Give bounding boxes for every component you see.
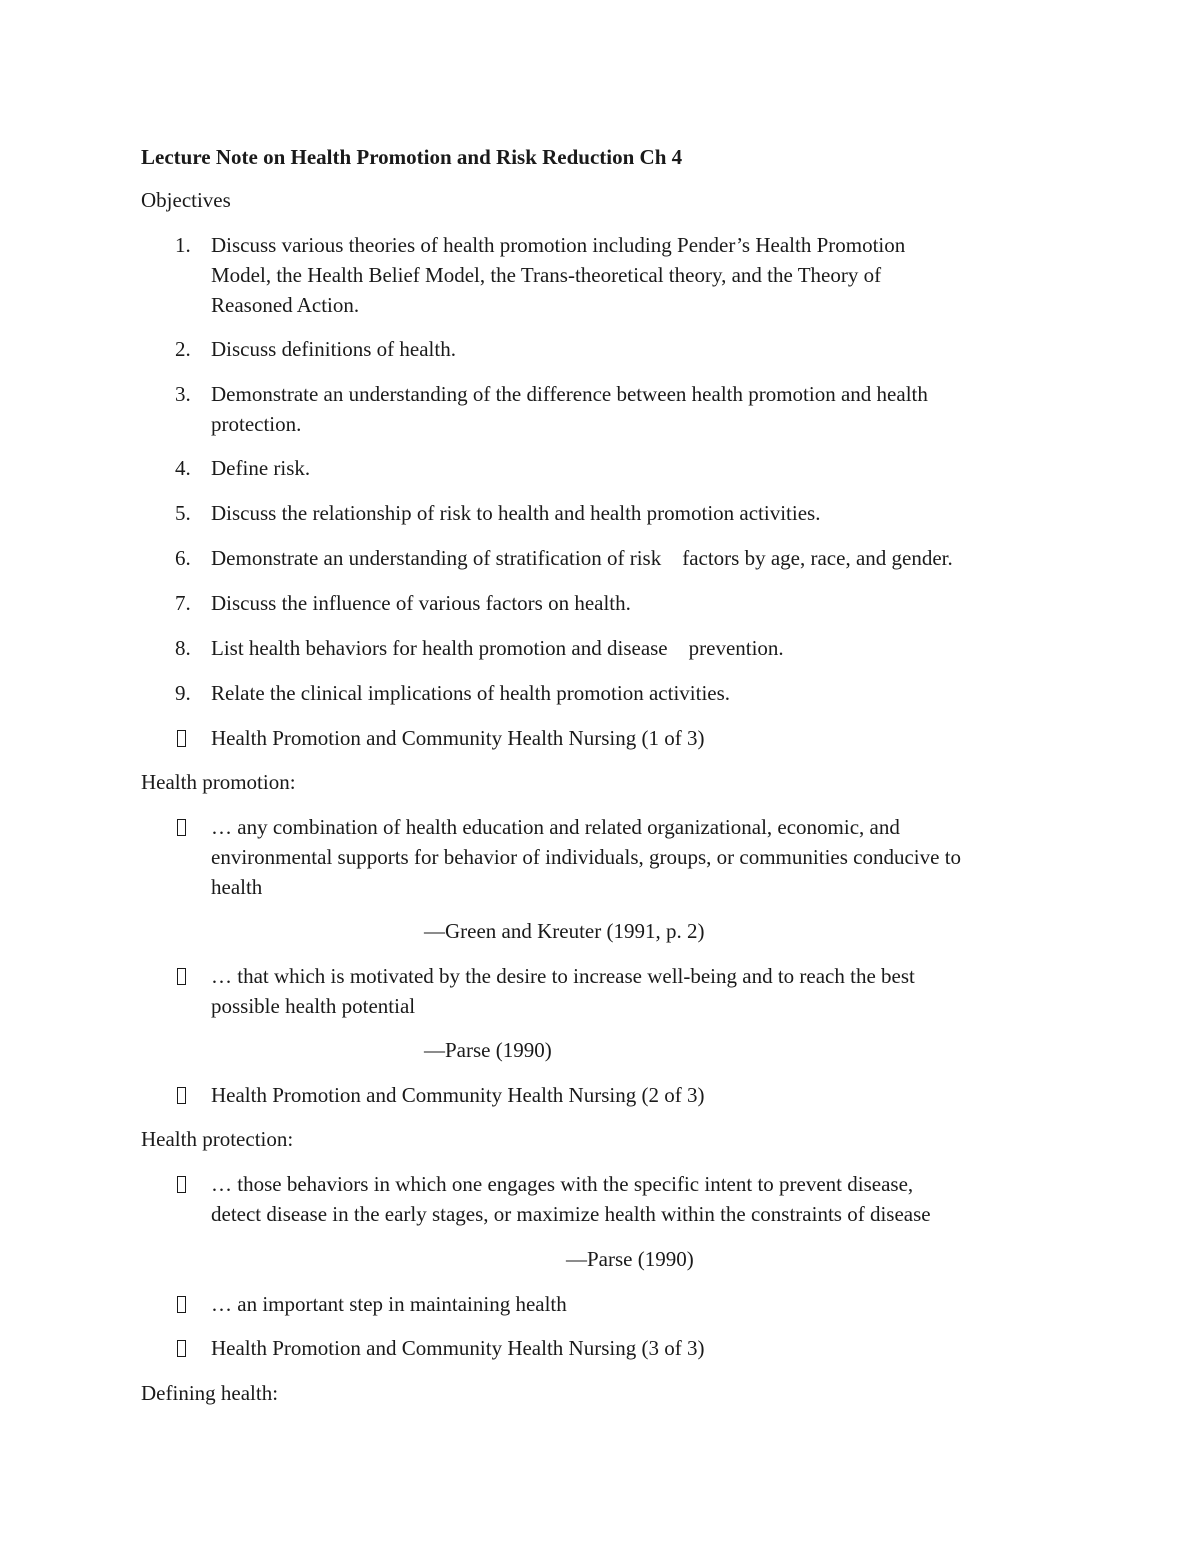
objective-text: Reasoned Action.	[211, 293, 360, 317]
definition-text: detect disease in the early stages, or maximize health within the constraints of disease	[211, 1202, 931, 1226]
objective-text: Discuss definitions of health.	[211, 337, 456, 361]
definition-text: health	[211, 875, 263, 899]
objective-number: 7.	[175, 591, 191, 615]
objective-text: protection.	[211, 412, 302, 436]
missing-glyph-bullet-icon	[177, 1340, 186, 1357]
definition-text: … any combination of health education and related organizational, economic, and	[211, 815, 900, 839]
objective-number: 4.	[175, 456, 191, 480]
objective-text: Demonstrate an understanding of stratification of risk factors by age, race, and gender.	[211, 546, 953, 570]
missing-glyph-bullet-icon	[177, 1176, 186, 1193]
missing-glyph-bullet-icon	[177, 819, 186, 836]
objective-number: 6.	[175, 546, 191, 570]
definition-text: … an important step in maintaining health	[211, 1292, 567, 1316]
objective-number: 2.	[175, 337, 191, 361]
objective-text: Define risk.	[211, 456, 311, 480]
slide-heading: Health Promotion and Community Health Nursing (3 of 3)	[211, 1336, 705, 1360]
definition-text: … those behaviors in which one engages with the specific intent to prevent disease,	[211, 1172, 914, 1196]
objective-text: Relate the clinical implications of health promotion activities.	[211, 681, 731, 705]
missing-glyph-bullet-icon	[177, 1296, 186, 1313]
definition-text: … that which is motivated by the desire to increase well-being and to reach the best	[211, 964, 915, 988]
objective-text: Demonstrate an understanding of the difference between health promotion and health	[211, 382, 928, 406]
objective-text: Discuss the influence of various factors on health.	[211, 591, 631, 615]
objective-number: 1.	[175, 233, 191, 257]
definition-text: possible health potential	[211, 994, 416, 1018]
missing-glyph-bullet-icon	[177, 968, 186, 985]
health-promotion-label: Health promotion:	[141, 770, 296, 794]
health-protection-label: Health protection:	[141, 1127, 294, 1151]
objective-number: 5.	[175, 501, 191, 525]
page-title: Lecture Note on Health Promotion and Risk Reduction Ch 4	[141, 145, 683, 169]
slide-heading: Health Promotion and Community Health Nursing (2 of 3)	[211, 1083, 705, 1107]
objectives-heading: Objectives	[141, 188, 231, 212]
missing-glyph-bullet-icon	[177, 730, 186, 747]
defining-health-label: Defining health:	[141, 1381, 279, 1405]
objective-text: Model, the Health Belief Model, the Trans-theoretical theory, and the Theory of	[211, 263, 882, 287]
attribution: —Green and Kreuter (1991, p. 2)	[424, 919, 705, 943]
objective-text: Discuss various theories of health promotion including Pender’s Health Promotion	[211, 233, 906, 257]
definition-text: environmental supports for behavior of individuals, groups, or communities conducive to	[211, 845, 962, 869]
objective-number: 8.	[175, 636, 191, 660]
objective-number: 9.	[175, 681, 191, 705]
missing-glyph-bullet-icon	[177, 1087, 186, 1104]
attribution: —Parse (1990)	[424, 1038, 552, 1062]
slide-heading: Health Promotion and Community Health Nursing (1 of 3)	[211, 726, 705, 750]
objective-text: Discuss the relationship of risk to health and health promotion activities.	[211, 501, 821, 525]
objective-number: 3.	[175, 382, 191, 406]
objective-text: List health behaviors for health promotion and disease prevention.	[211, 636, 784, 660]
attribution: —Parse (1990)	[566, 1247, 694, 1271]
